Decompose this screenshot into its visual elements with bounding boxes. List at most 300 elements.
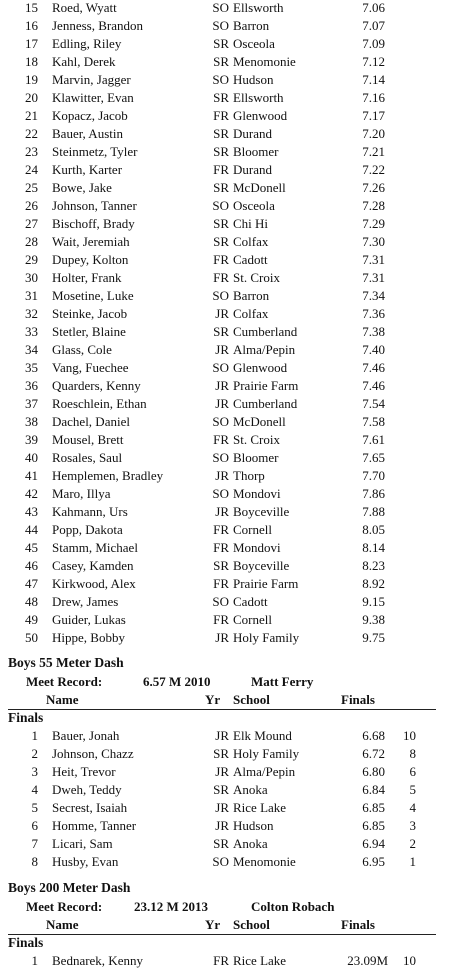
athlete-school: Cumberland (233, 324, 298, 339)
athlete-name: Stetler, Blaine (52, 324, 126, 339)
athlete-name: Bauer, Jonah (52, 728, 120, 743)
result-place: 42 (25, 486, 38, 501)
result-row (0, 467, 451, 485)
result-mark: 7.34 (362, 288, 385, 303)
athlete-year: JR (215, 306, 229, 321)
result-mark: 7.14 (362, 72, 385, 87)
athlete-school: Osceola (233, 36, 275, 51)
result-mark: 7.17 (362, 108, 385, 123)
result-mark: 7.20 (362, 126, 385, 141)
athlete-name: Popp, Dakota (52, 522, 123, 537)
section-finals-55m: Finals (8, 710, 44, 725)
athlete-school: Ellsworth (233, 0, 284, 15)
result-row (0, 287, 451, 305)
col-school: School (233, 692, 270, 707)
result-points: 10 (403, 953, 416, 968)
meet-record-value: 6.57 M 2010 (143, 674, 211, 689)
result-row (0, 143, 451, 161)
column-header-55m (0, 691, 451, 709)
result-place: 16 (25, 18, 38, 33)
result-mark: 7.46 (362, 360, 385, 375)
result-row (0, 89, 451, 107)
result-row (0, 593, 451, 611)
result-row (0, 745, 451, 763)
result-place: 41 (25, 468, 38, 483)
athlete-school: Bloomer (233, 144, 279, 159)
athlete-name: Stamm, Michael (52, 540, 138, 555)
result-place: 19 (25, 72, 38, 87)
result-place: 20 (25, 90, 38, 105)
result-place: 45 (25, 540, 38, 555)
event-title-200m: Boys 200 Meter Dash (8, 880, 131, 895)
result-mark: 6.94 (362, 836, 385, 851)
result-place: 44 (25, 522, 38, 537)
result-place: 33 (25, 324, 38, 339)
athlete-year: SR (213, 36, 229, 51)
col-name: Name (46, 917, 79, 932)
result-place: 28 (25, 234, 38, 249)
result-row (0, 781, 451, 799)
athlete-name: Casey, Kamden (52, 558, 134, 573)
result-place: 23 (25, 144, 38, 159)
athlete-name: Kahl, Derek (52, 54, 116, 69)
athlete-year: FR (213, 953, 229, 968)
athlete-school: Bloomer (233, 450, 279, 465)
result-mark: 7.29 (362, 216, 385, 231)
athlete-school: Cumberland (233, 396, 298, 411)
result-place: 49 (25, 612, 38, 627)
result-row (0, 233, 451, 251)
result-mark: 7.65 (362, 450, 385, 465)
result-place: 36 (25, 378, 38, 393)
result-place: 18 (25, 54, 38, 69)
col-name: Name (46, 692, 79, 707)
result-mark: 7.86 (362, 486, 385, 501)
athlete-year: SR (213, 180, 229, 195)
athlete-name: Heit, Trevor (52, 764, 116, 779)
col-finals: Finals (341, 917, 375, 932)
result-points: 5 (409, 782, 416, 797)
athlete-name: Bowe, Jake (52, 180, 112, 195)
result-mark: 8.05 (362, 522, 385, 537)
meet-record-55m (0, 673, 451, 691)
col-yr: Yr (205, 917, 221, 932)
result-mark: 7.54 (362, 396, 385, 411)
result-points: 2 (409, 836, 416, 851)
result-place: 40 (25, 450, 38, 465)
athlete-name: Rosales, Saul (52, 450, 123, 465)
athlete-name: Glass, Cole (52, 342, 112, 357)
athlete-school: Barron (233, 18, 270, 33)
result-row (0, 521, 451, 539)
result-mark: 6.68 (362, 728, 385, 743)
meet-record-holder: Colton Robach (251, 899, 335, 914)
result-row (0, 727, 451, 745)
athlete-year: SR (213, 746, 229, 761)
section-finals-200m: Finals (8, 935, 44, 950)
result-row (0, 215, 451, 233)
athlete-year: SO (212, 854, 229, 869)
result-row (0, 799, 451, 817)
result-row (0, 431, 451, 449)
result-place: 39 (25, 432, 38, 447)
athlete-school: Glenwood (233, 360, 288, 375)
result-mark: 6.84 (362, 782, 385, 797)
col-finals: Finals (341, 692, 375, 707)
athlete-year: JR (215, 764, 229, 779)
result-place: 24 (25, 162, 38, 177)
result-mark: 7.70 (362, 468, 385, 483)
result-mark: 7.30 (362, 234, 385, 249)
result-mark: 8.23 (362, 558, 385, 573)
athlete-name: Roed, Wyatt (52, 0, 117, 15)
result-mark: 6.85 (362, 818, 385, 833)
event-title-55m: Boys 55 Meter Dash (8, 655, 124, 670)
athlete-name: Kopacz, Jacob (52, 108, 128, 123)
athlete-name: Steinmetz, Tyler (52, 144, 138, 159)
result-place: 8 (31, 854, 38, 869)
athlete-school: Alma/Pepin (233, 764, 296, 779)
athlete-year: SO (212, 18, 229, 33)
result-points: 3 (409, 818, 416, 833)
result-place: 37 (25, 396, 38, 411)
result-mark: 7.31 (362, 252, 385, 267)
athlete-year: FR (213, 252, 229, 267)
result-row (0, 305, 451, 323)
athlete-year: SO (212, 594, 229, 609)
athlete-school: Ellsworth (233, 90, 284, 105)
athlete-name: Marvin, Jagger (52, 72, 131, 87)
athlete-school: Menomonie (233, 854, 296, 869)
athlete-name: Bischoff, Brady (52, 216, 135, 231)
result-place: 1 (31, 728, 38, 743)
athlete-school: Boyceville (233, 504, 290, 519)
result-place: 48 (25, 594, 38, 609)
athlete-name: Dupey, Kolton (52, 252, 129, 267)
athlete-year: FR (213, 432, 229, 447)
athlete-year: SO (212, 450, 229, 465)
athlete-year: SR (213, 216, 229, 231)
result-mark: 6.72 (362, 746, 385, 761)
athlete-name: Hippe, Bobby (52, 630, 125, 645)
result-place: 30 (25, 270, 38, 285)
result-place: 46 (25, 558, 38, 573)
result-row (0, 71, 451, 89)
athlete-year: JR (215, 342, 229, 357)
result-row (0, 611, 451, 629)
athlete-school: Alma/Pepin (233, 342, 296, 357)
result-place: 32 (25, 306, 38, 321)
result-place: 34 (25, 342, 38, 357)
result-row (0, 161, 451, 179)
athlete-name: Holter, Frank (52, 270, 122, 285)
result-place: 3 (31, 764, 38, 779)
result-mark: 7.61 (362, 432, 385, 447)
athlete-school: Cadott (233, 252, 268, 267)
athlete-year: FR (213, 270, 229, 285)
athlete-school: Rice Lake (233, 953, 287, 968)
result-row (0, 853, 451, 871)
athlete-name: Roeschlein, Ethan (52, 396, 147, 411)
athlete-school: Menomonie (233, 54, 296, 69)
athlete-year: FR (213, 108, 229, 123)
meet-record-value: 23.12 M 2013 (134, 899, 209, 914)
athlete-school: Colfax (233, 306, 269, 321)
result-place: 43 (25, 504, 38, 519)
athlete-name: Kahmann, Urs (52, 504, 128, 519)
result-mark: 6.95 (362, 854, 385, 869)
athlete-year: SO (212, 360, 229, 375)
athlete-school: Durand (233, 162, 272, 177)
athlete-year: JR (215, 468, 229, 483)
athlete-school: Prairie Farm (233, 378, 299, 393)
result-mark: 7.58 (362, 414, 385, 429)
athlete-year: FR (213, 576, 229, 591)
result-points: 1 (409, 854, 416, 869)
athlete-name: Vang, Fuechee (52, 360, 129, 375)
result-place: 15 (25, 0, 38, 15)
athlete-school: St. Croix (233, 432, 280, 447)
meet-record-holder: Matt Ferry (251, 674, 314, 689)
athlete-year: FR (213, 612, 229, 627)
result-row (0, 539, 451, 557)
result-row (0, 485, 451, 503)
result-mark: 7.46 (362, 378, 385, 393)
result-row (0, 179, 451, 197)
athlete-name: Dweh, Teddy (52, 782, 122, 797)
athlete-year: FR (213, 540, 229, 555)
athlete-year: JR (215, 504, 229, 519)
athlete-school: Holy Family (233, 746, 300, 761)
result-place: 21 (25, 108, 38, 123)
athlete-year: SR (213, 90, 229, 105)
result-row (0, 413, 451, 431)
athlete-name: Mosetine, Luke (52, 288, 134, 303)
athlete-school: Colfax (233, 234, 269, 249)
athlete-year: SO (212, 414, 229, 429)
athlete-year: FR (213, 162, 229, 177)
athlete-school: St. Croix (233, 270, 280, 285)
athlete-school: Cornell (233, 612, 272, 627)
result-place: 47 (25, 576, 38, 591)
athlete-school: Cornell (233, 522, 272, 537)
athlete-name: Guider, Lukas (52, 612, 126, 627)
athlete-school: Anoka (233, 782, 268, 797)
header-rule (8, 934, 436, 935)
athlete-year: SR (213, 234, 229, 249)
result-mark: 9.38 (362, 612, 385, 627)
athlete-year: JR (215, 396, 229, 411)
result-row (0, 0, 451, 17)
result-mark: 7.07 (362, 18, 385, 33)
athlete-school: Glenwood (233, 108, 288, 123)
athlete-name: Secrest, Isaiah (52, 800, 128, 815)
result-row (0, 17, 451, 35)
result-place: 35 (25, 360, 38, 375)
athlete-school: Rice Lake (233, 800, 287, 815)
result-mark: 7.38 (362, 324, 385, 339)
result-mark: 6.85 (362, 800, 385, 815)
col-yr: Yr (205, 692, 221, 707)
athlete-school: McDonell (233, 180, 286, 195)
result-mark: 7.26 (362, 180, 385, 195)
athlete-name: Husby, Evan (52, 854, 119, 869)
athlete-school: Chi Hi (233, 216, 269, 231)
athlete-name: Bednarek, Kenny (52, 953, 143, 968)
result-points: 4 (409, 800, 416, 815)
athlete-name: Wait, Jeremiah (52, 234, 130, 249)
athlete-name: Quarders, Kenny (52, 378, 141, 393)
result-mark: 8.14 (362, 540, 385, 555)
result-place: 22 (25, 126, 38, 141)
athlete-name: Hemplemen, Bradley (52, 468, 164, 483)
athlete-year: SO (212, 486, 229, 501)
result-place: 17 (25, 36, 38, 51)
result-mark: 7.31 (362, 270, 385, 285)
result-mark: 7.12 (362, 54, 385, 69)
result-place: 27 (25, 216, 38, 231)
result-row (0, 359, 451, 377)
athlete-year: SR (213, 126, 229, 141)
result-row (0, 269, 451, 287)
athlete-year: SR (213, 144, 229, 159)
result-points: 10 (403, 728, 416, 743)
athlete-name: Maro, Illya (52, 486, 111, 501)
result-row (0, 197, 451, 215)
result-row (0, 449, 451, 467)
result-mark: 8.92 (362, 576, 385, 591)
athlete-year: SR (213, 836, 229, 851)
result-mark: 7.21 (362, 144, 385, 159)
meet-record-label: Meet Record: (26, 899, 103, 914)
result-row (0, 557, 451, 575)
result-place: 5 (31, 800, 38, 815)
athlete-school: Holy Family (233, 630, 300, 645)
result-mark: 23.09M (347, 953, 388, 968)
result-mark: 9.15 (362, 594, 385, 609)
result-mark: 7.16 (362, 90, 385, 105)
athlete-year: SO (212, 198, 229, 213)
athlete-name: Johnson, Tanner (52, 198, 137, 213)
result-row (0, 817, 451, 835)
result-row (0, 835, 451, 853)
result-row (0, 763, 451, 781)
result-mark: 9.75 (362, 630, 385, 645)
athlete-school: Mondovi (233, 486, 281, 501)
result-mark: 7.09 (362, 36, 385, 51)
athlete-name: Kurth, Karter (52, 162, 123, 177)
result-row (0, 53, 451, 71)
athlete-school: Barron (233, 288, 270, 303)
result-mark: 7.28 (362, 198, 385, 213)
athlete-school: Thorp (233, 468, 265, 483)
athlete-name: Klawitter, Evan (52, 90, 134, 105)
result-place: 2 (31, 746, 38, 761)
athlete-year: SO (212, 0, 229, 15)
result-place: 29 (25, 252, 38, 267)
result-row (0, 395, 451, 413)
athlete-school: Osceola (233, 198, 275, 213)
athlete-year: FR (213, 522, 229, 537)
result-row (0, 125, 451, 143)
athlete-year: JR (215, 630, 229, 645)
result-place: 7 (31, 836, 38, 851)
athlete-name: Steinke, Jacob (52, 306, 128, 321)
meet-record-label: Meet Record: (26, 674, 103, 689)
col-school: School (233, 917, 270, 932)
meet-record-200m (0, 898, 451, 916)
result-row (0, 35, 451, 53)
athlete-year: SO (212, 288, 229, 303)
result-mark: 7.40 (362, 342, 385, 357)
athlete-name: Mousel, Brett (52, 432, 124, 447)
result-place: 26 (25, 198, 38, 213)
athlete-name: Edling, Riley (52, 36, 122, 51)
result-row (0, 575, 451, 593)
athlete-school: Hudson (233, 818, 274, 833)
athlete-school: Hudson (233, 72, 274, 87)
result-row (0, 952, 451, 970)
athlete-year: JR (215, 728, 229, 743)
athlete-name: Jenness, Brandon (52, 18, 143, 33)
result-row (0, 503, 451, 521)
athlete-name: Drew, James (52, 594, 119, 609)
result-row (0, 377, 451, 395)
athlete-school: Cadott (233, 594, 268, 609)
result-row (0, 323, 451, 341)
result-place: 4 (31, 782, 38, 797)
athlete-school: McDonell (233, 414, 286, 429)
athlete-name: Kirkwood, Alex (52, 576, 136, 591)
athlete-year: JR (215, 800, 229, 815)
athlete-name: Johnson, Chazz (52, 746, 134, 761)
header-rule (8, 709, 436, 710)
result-place: 31 (25, 288, 38, 303)
result-mark: 7.06 (362, 0, 385, 15)
athlete-school: Elk Mound (233, 728, 292, 743)
athlete-year: SR (213, 782, 229, 797)
result-row (0, 251, 451, 269)
result-row (0, 341, 451, 359)
result-place: 38 (25, 414, 38, 429)
athlete-year: JR (215, 378, 229, 393)
result-points: 8 (409, 746, 416, 761)
result-place: 50 (25, 630, 38, 645)
result-mark: 6.80 (362, 764, 385, 779)
result-mark: 7.88 (362, 504, 385, 519)
athlete-school: Prairie Farm (233, 576, 299, 591)
result-place: 1 (31, 953, 38, 968)
athlete-name: Dachel, Daniel (52, 414, 130, 429)
athlete-school: Durand (233, 126, 272, 141)
result-mark: 7.22 (362, 162, 385, 177)
athlete-year: SR (213, 324, 229, 339)
result-place: 6 (31, 818, 38, 833)
result-points: 6 (409, 764, 416, 779)
athlete-name: Licari, Sam (52, 836, 113, 851)
athlete-name: Bauer, Austin (52, 126, 123, 141)
column-header-200m (0, 916, 451, 934)
athlete-year: SO (212, 72, 229, 87)
athlete-name: Homme, Tanner (52, 818, 137, 833)
athlete-school: Anoka (233, 836, 268, 851)
athlete-school: Boyceville (233, 558, 290, 573)
athlete-year: SR (213, 54, 229, 69)
athlete-year: JR (215, 818, 229, 833)
result-row (0, 629, 451, 647)
athlete-year: SR (213, 558, 229, 573)
result-mark: 7.36 (362, 306, 385, 321)
